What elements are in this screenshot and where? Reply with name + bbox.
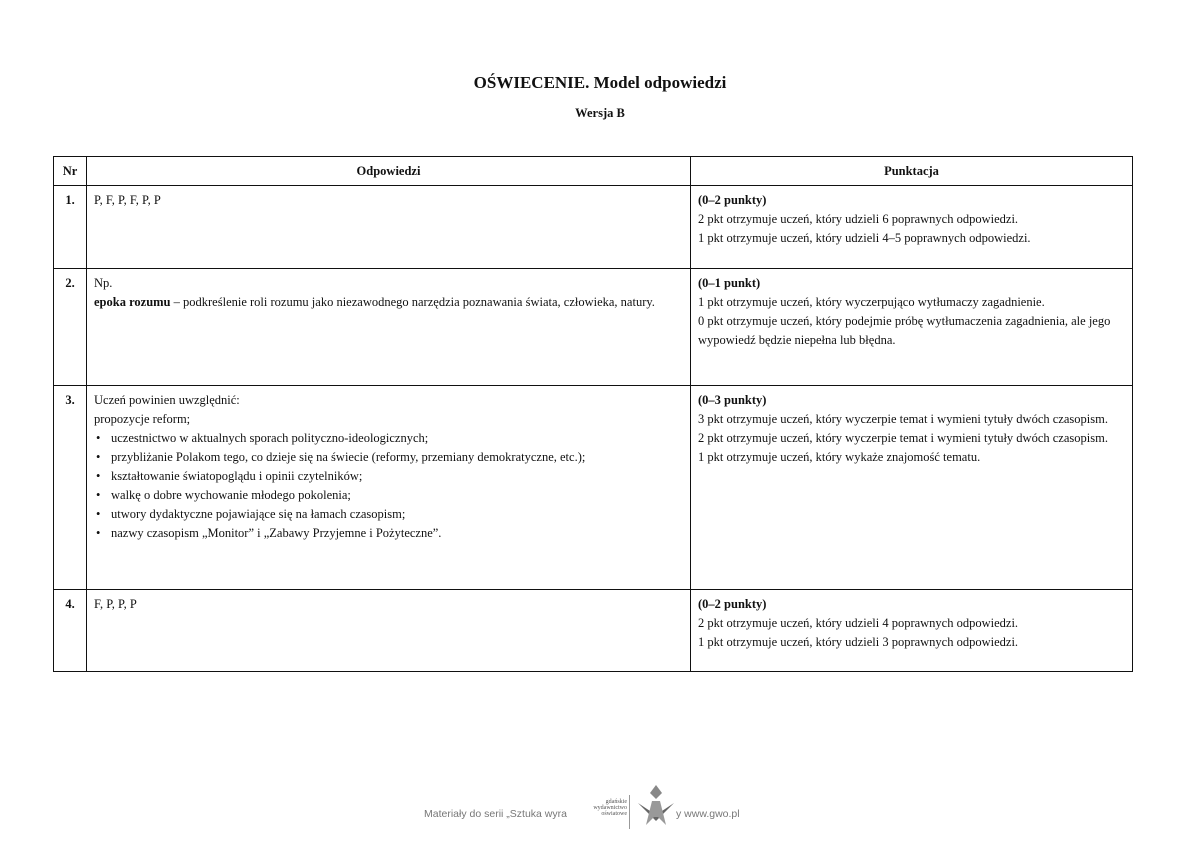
- points-rule: 1 pkt otrzymuje uczeń, który wyczerpująco wytłumaczy zagadnienie.: [698, 295, 1045, 309]
- footer-text-right: y www.gwo.pl: [676, 808, 740, 820]
- publisher-line: wydawnictwo: [593, 805, 627, 811]
- points-cell: [691, 269, 1133, 386]
- row-number: 3.: [54, 386, 87, 590]
- answer-cell: [87, 269, 691, 386]
- answer-np: Np.: [94, 276, 113, 290]
- points-rule: 3 pkt otrzymuje uczeń, który wyczerpie temat i wymieni tytuły dwóch czasopism.: [698, 412, 1108, 426]
- points-cell: [691, 186, 1133, 269]
- answer-text: F, P, P, P: [94, 597, 137, 611]
- table-header-row: [54, 157, 1133, 186]
- points-range: (0–2 punkty): [698, 193, 767, 207]
- answer-intro: Uczeń powinien uwzględnić:: [94, 393, 240, 407]
- points-cell: [691, 386, 1133, 590]
- publisher-name: [577, 799, 627, 817]
- page-footer: [0, 785, 1200, 835]
- list-item: • walkę o dobre wychowanie młodego pokolenia;: [94, 486, 683, 505]
- answer-cell: [87, 386, 691, 590]
- publisher-line: oświatowe: [601, 811, 627, 817]
- list-item: • utwory dydaktyczne pojawiające się na łamach czasopism;: [94, 505, 683, 524]
- list-item: • nazwy czasopism „Monitor” i „Zabawy Przyjemne i Pożyteczne”.: [94, 524, 683, 543]
- list-item: • kształtowanie światopoglądu i opinii czytelników;: [94, 467, 683, 486]
- points-rule: 1 pkt otrzymuje uczeń, który udzieli 4–5 poprawnych odpowiedzi.: [698, 231, 1031, 245]
- gwo-logo-icon: [634, 785, 678, 831]
- points-rule: 1 pkt otrzymuje uczeń, który udzieli 3 poprawnych odpowiedzi.: [698, 635, 1019, 649]
- points-range: (0–1 punkt): [698, 276, 761, 290]
- table-row: [54, 269, 1133, 386]
- points-rule: 2 pkt otrzymuje uczeń, który udzieli 6 poprawnych odpowiedzi.: [698, 212, 1019, 226]
- points-rule: 2 pkt otrzymuje uczeń, który wyczerpie temat i wymieni tytuły dwóch czasopism.: [698, 431, 1108, 445]
- answer-explanation: – podkreślenie roli rozumu jako niezawodnego narzędzia poznawania świata, człowieka, natury.: [170, 295, 655, 309]
- page-title: OŚWIECENIE. Model odpowiedzi: [473, 73, 727, 92]
- answer-definition: [94, 293, 683, 312]
- table-row: [54, 590, 1133, 672]
- table-row: [54, 186, 1133, 269]
- answer-term: epoka rozumu: [94, 295, 171, 309]
- list-item: • przybliżanie Polakom tego, co dzieje się na świecie (reformy, przemiany demokratyczne, etc.);: [94, 448, 683, 467]
- points-rule: 0 pkt otrzymuje uczeń, który podejmie próbę wytłumaczenia zagadnienia, ale jego wypowiedź będzie niepełna lub błędna.: [698, 314, 1111, 347]
- answer-sub: propozycje reform;: [94, 412, 191, 426]
- points-cell: [691, 590, 1133, 672]
- row-number: 4.: [54, 590, 87, 672]
- footer-text-left: Materiały do serii „Sztuka wyra: [424, 808, 567, 820]
- points-rule: 1 pkt otrzymuje uczeń, który wykaże znajomość tematu.: [698, 450, 981, 464]
- points-range: (0–3 punkty): [698, 393, 767, 407]
- publisher-line: gdańskie: [605, 799, 627, 805]
- row-number: 1.: [54, 186, 87, 269]
- points-range: (0–2 punkty): [698, 597, 767, 611]
- header-nr: Nr: [54, 157, 87, 186]
- table-row: [54, 386, 1133, 590]
- header-points: Punktacja: [691, 157, 1133, 186]
- points-rule: 2 pkt otrzymuje uczeń, który udzieli 4 poprawnych odpowiedzi.: [698, 616, 1019, 630]
- logo-divider: [629, 795, 630, 829]
- list-item: • uczestnictwo w aktualnych sporach polityczno-ideologicznych;: [94, 429, 683, 448]
- answer-cell: [87, 186, 691, 269]
- answer-cell: [87, 590, 691, 672]
- header-answers: Odpowiedzi: [87, 157, 691, 186]
- row-number: 2.: [54, 269, 87, 386]
- answer-text: P, F, P, F, P, P: [94, 193, 161, 207]
- page-subtitle: Wersja B: [575, 106, 625, 120]
- answer-table: [53, 156, 1133, 672]
